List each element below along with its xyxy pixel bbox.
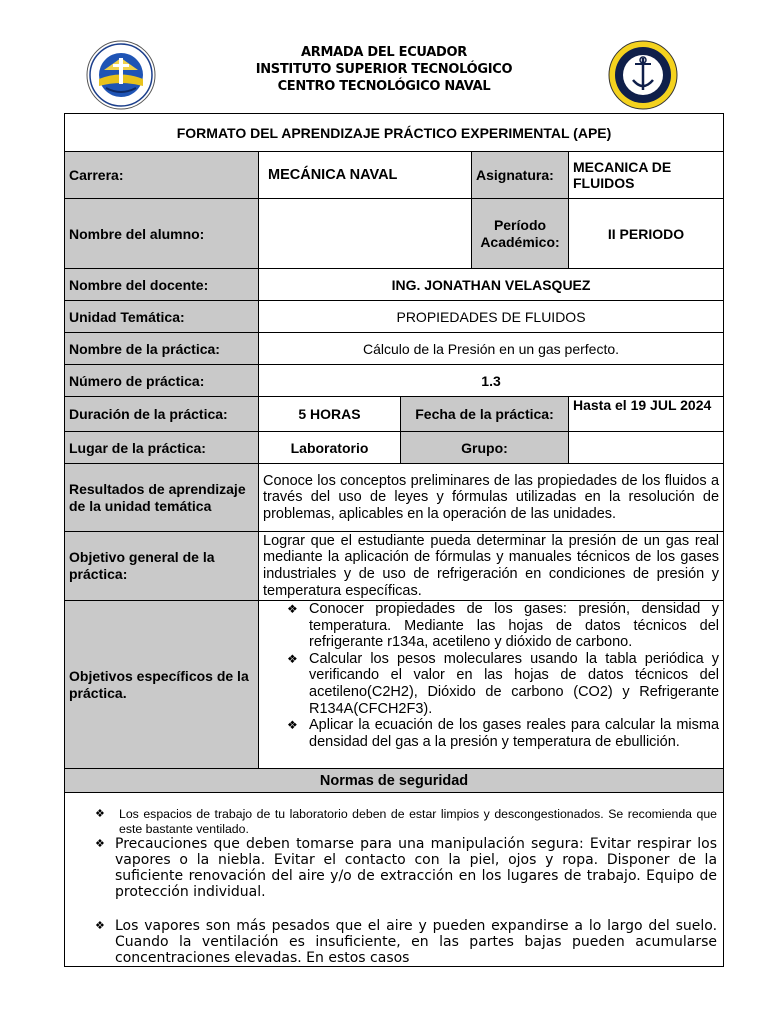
duracion-label: Duración de la práctica: [65,397,259,432]
carrera-label: Carrera: [65,152,259,199]
unidad-value: PROPIEDADES DE FLUIDOS [259,301,724,333]
numero-value: 1.3 [259,365,724,397]
form-title: FORMATO DEL APRENDIZAJE PRÁCTICO EXPERIMENTAL (APE) [65,114,724,152]
docente-value: ING. JONATHAN VELASQUEZ [259,269,724,301]
diamond-bullet-icon: ❖ [95,808,105,820]
carrera-value: MECÁNICA NAVAL [259,152,472,199]
normas-body [65,793,724,967]
numero-label: Número de práctica: [65,365,259,397]
grupo-value[interactable] [569,432,724,464]
alumno-value[interactable] [259,199,472,269]
resultados-value: Conoce los conceptos preliminares de las propiedades de los fluidos a través del uso de leyes y fórmulas utilizadas en la resolución de problemas, aplicables en la operación de las unidades. [259,464,724,532]
header-line-3: CENTRO TECNOLÓGICO NAVAL [277,79,491,94]
lugar-label: Lugar de la práctica: [65,432,259,464]
periodo-value: II PERIODO [569,199,724,269]
objetivo-especifico-item [287,650,720,717]
objetivos-especificos-list [263,601,719,750]
objetivo-especifico-item [287,601,720,651]
objetivo-especifico-item [287,717,720,750]
norma-text: Precauciones que deben tomarse para una manipulación segura: Evitar respirar los vapores o la niebla. Evitar el contacto con la piel, ojos y ropa. Disponer de la suficiente renovación del aire y/o de extracción en los lugares de trabajo. Equipo de protección individual. [115,836,718,900]
asignatura-value: MECANICA DE FLUIDOS [569,152,724,199]
diamond-bullet-icon: ❖ [287,602,298,616]
asignatura-label: Asignatura: [472,152,569,199]
institution-title [200,44,568,95]
diamond-bullet-icon: ❖ [287,718,298,733]
duracion-value: 5 HORAS [259,397,401,432]
centro-tecnologico-logo-right [608,40,678,110]
fecha-value: Hasta el 19 JUL 2024 [569,397,724,432]
norma-text: Los vapores son más pesados que el aire y pueden expandirse a lo largo del suelo. Cuando la ventilación es insuficiente, en las partes bajas pueden acumularse concentraciones elevadas. En estos casos [115,918,718,966]
objetivo-general-label: Objetivo general de la práctica: [65,532,259,601]
resultados-label: Resultados de aprendizaje de la unidad temática [65,464,259,532]
grupo-label: Grupo: [401,432,569,464]
norma-text: Los espacios de trabajo de tu laboratorio deben de estar limpios y descongestionados. Se recomienda que este bastante ventilado. [119,807,718,836]
objetivo-especifico-text: Calcular los pesos moleculares usando la tabla periódica y verificando el valor en las hojas de datos técnicos del acetileno(C2H2), Dióxido de carbono (CO2) y Refrigerante R134A(CFCH2F3). [309,650,720,717]
objetivo-general-value: Lograr que el estudiante pueda determinar la presión de un gas real mediante la aplicación de fórmulas y manuales técnicos de los gases industriales y de uso de refrigeración en condiciones de presión y temperatura específicas. [259,532,724,601]
armada-logo-left [86,40,156,110]
header-line-1: ARMADA DEL ECUADOR [300,45,468,60]
objetivo-especifico-text: Conocer propiedades de los gases: presión, densidad y temperatura. Mediante las hojas de datos técnicos del refrigerante r134a, acetileno y dióxido de carbono. [309,601,720,651]
diamond-bullet-icon: ❖ [95,919,105,932]
periodo-label: Período Académico: [472,199,569,269]
fecha-label: Fecha de la práctica: [401,397,569,432]
norma-item [95,918,717,966]
docente-label: Nombre del docente: [65,269,259,301]
unidad-label: Unidad Temática: [65,301,259,333]
document-header [0,0,768,112]
alumno-label: Nombre del alumno: [65,199,259,269]
diamond-bullet-icon: ❖ [287,651,298,666]
norma-item [95,836,717,900]
objetivo-especifico-text: Aplicar la ecuación de los gases reales para calcular la misma densidad del gas a la presión y temperatura de ebullición. [309,717,720,750]
normas-title: Normas de seguridad [65,769,724,793]
objetivos-especificos-label: Objetivos específicos de la práctica. [65,601,259,769]
practica-value: Cálculo de la Presión en un gas perfecto. [259,333,724,365]
header-line-2: INSTITUTO SUPERIOR TECNOLÓGICO [255,62,513,77]
norma-item [95,807,717,836]
practica-label: Nombre de la práctica: [65,333,259,365]
diamond-bullet-icon: ❖ [95,837,105,850]
lugar-value: Laboratorio [259,432,401,464]
ape-form-table [64,113,724,967]
objetivos-especificos-cell [259,601,724,769]
